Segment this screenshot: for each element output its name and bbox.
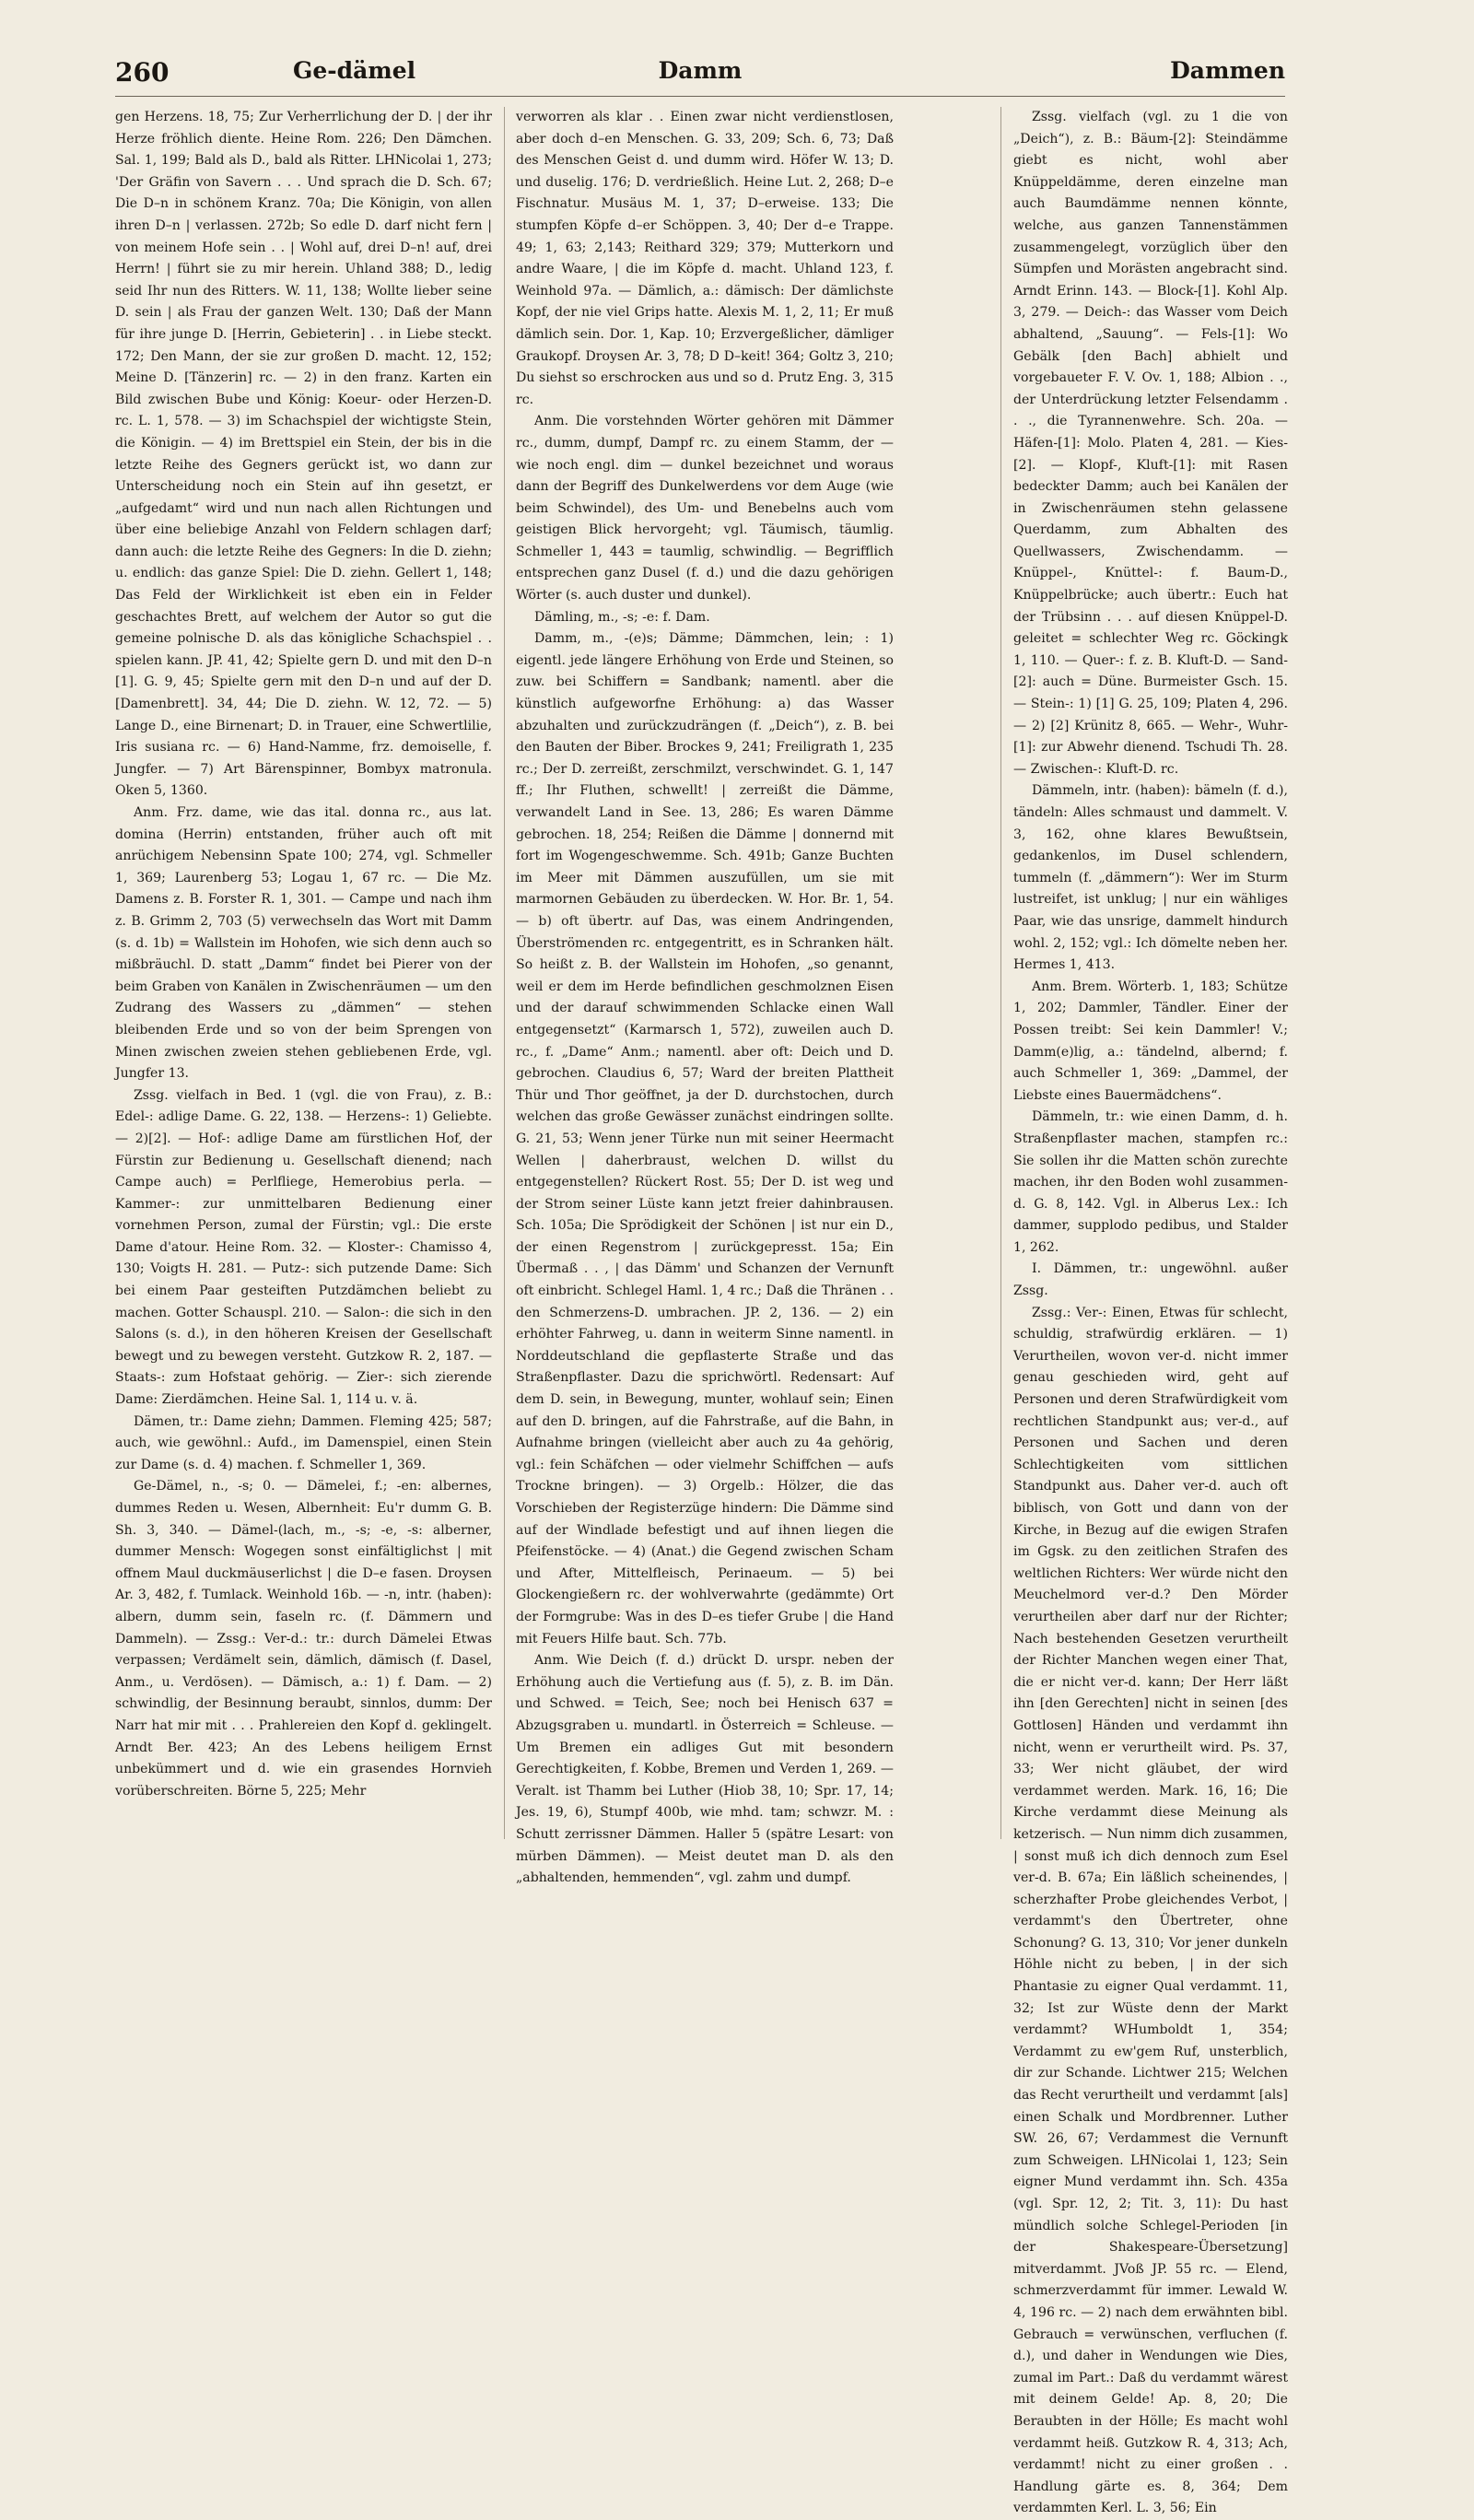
paragraph: gen Herzens. 18, 75; Zur Verherrlichung der D. | der ihr Herze fröhlich diente. Heine Rom. 226; Den Dämchen. Sal. 1, 199; Bald als D., bald als Ritter. LHNicolai 1, 273; 'Der Gräfin von Savern . . . Und sprach die D. Sch. 67; Die D–n in schönem Kranz. 70a; Die Königin, von allen ihren D–n | verlassen. 272b; So edle D. darf nicht fern | von meinem Hofe sein . . | Wohl auf, drei D–n! auf, drei Herrn! | führt sie zu mir herein. Uhland 388; D., ledig seid Ihr nun des Ritters. W. 11, 138; Wollte lieber seine D. sein | als Frau der ganzen Welt. 130; Daß der Mann für ihre junge D. [Herrin, Gebieterin] . . in Liebe steckt. 172; Den Mann, der sie zur großen D. macht. 12, 152; Meine D. [Tänzerin] rc. — 2) in den franz. Karten ein Bild zwischen Bube und König: Koeur- oder Herzen-D. rc. L. 1, 578. — 3) im Schachspiel der wichtigste Stein, die Königin. — 4) im Brettspiel ein Stein, der bis in die letzte Reihe des Gegners gerückt ist, wo dann zur Unterscheidung noch ein Stein auf ihn gesetzt, er „aufgedamt“ wird und nun nach allen Richtungen und über eine beliebige Anzahl von Feldern schlagen darf; dann auch: die letzte Reihe des Gegners: In die D. ziehn; u. endlich: das ganze Spiel: Die D. ziehn. Gellert 1, 148; Das Feld der Wirklichkeit ist eben ein in Felder geschachtes Brett, auf welchem der Autor so gut die gemeine polnische D. als das königliche Schachspiel . . spielen kann. JP. 41, 42; Spielte gern D. und mit den D–n [1]. G. 9, 45; Spielte gern mit den D–n und auf der D. [Damenbrett]. 34, 44; Die D. ziehn. W. 12, 72. — 5) Lange D., eine Birnenart; D. in Trauer, eine Schwertlilie, Iris susiana rc. — 6) Hand-Namme, frz. demoiselle, f. Jungfer. — 7) Art Bärenspinner, Bombyx matronula. Oken 5, 1360. (115, 110, 492, 799)
paragraph: Dämmeln, tr.: wie einen Damm, d. h. Straßenpflaster machen, stampfen rc.: Sie sollen ihr die Matten schön zurechte machen, ihr den Boden wohl zusammen-d. G. 8, 142. Vgl. in Alberus Lex.: Ich dammer, supplodo pedibus, und Stalder 1, 262. (1013, 1109, 1288, 1255)
paragraph: Anm. Wie Deich (f. d.) drückt D. urspr. neben der Erhöhung auch die Vertiefung aus (f. 5), z. B. im Dän. und Schwed. = Teich, See; noch bei Henisch 637 = Abzugsgraben u. mundartl. in Österreich = Schleuse. — Um Bremen ein adliges Gut mit besondern Gerechtigkeiten, f. Kobbe, Bremen und Verden 1, 269. — Veralt. ist Thamm bei Luther (Hiob 38, 10; Spr. 17, 14; Jes. 19, 6), Stumpf 400b, wie mhd. tam; schwzr. M. : Schutt zerrissner Dämmen. Haller 5 (spätre Lesart: von mürben Dämmen). — Meist deutet man D. als den „abhaltenden, hemmenden“, vgl. zahm und dumpf. (516, 1653, 894, 1886)
paragraph: Anm. Brem. Wörterb. 1, 183; Schütze 1, 202; Dammler, Tändler. Einer der Possen treibt: Sei kein Dammler! V.; Damm(e)lig, a.: tändelnd, albernd; f. auch Schmeller 1, 369: „Dammel, der Liebste eines Bauermädchens“. (1013, 979, 1288, 1103)
header-center-catchword: Damm (658, 57, 743, 84)
header-right-catchword: Dammen (1170, 57, 1285, 84)
header-left-catchword: Ge-dämel (293, 57, 416, 84)
paragraph: Dämmeln, intr. (haben): bämeln (f. d.), tändeln: Alles schmaust und dammelt. V. 3, 162, ohne klares Bewußtsein, gedankenlos, im Dusel schlendern, tummeln (f. „dämmern“): Wer im Sturm lustreifet, ist unklug; | nur ein wähliges Paar, wie das unsrige, dammelt hindurch wohl. 2, 152; vgl.: Ich dömelte neben her. Hermes 1, 413. (1013, 783, 1288, 973)
paragraph: Zssg. vielfach (vgl. zu 1 die von „Deich“), z. B.: Bäum-[2]: Steindämme giebt es nicht, wohl aber Knüppeldämme, deren einzelne man auch Baumdämme nennen könnte, welche, aus ganzen Tannenstämmen zusammengelegt, vorzüglich über den Sümpfen und Morästen angebracht sind. Arndt Erinn. 143. — Block-[1]. Kohl Alp. 3, 279. — Deich-: das Wasser vom Deich abhaltend, „Sauung“. — Fels-[1]: Wo Gebälk [den Bach] abhielt und vorgebaueter F. V. Ov. 1, 188; Albion . ., der Unterdrückung letzter Felsendamm . . ., die Tyrannenwehre. Sch. 20a. — Häfen-[1]: Molo. Platen 4, 281. — Kies-[2]. — Klopf-, Kluft-[1]: mit Rasen bedeckter Damm; auch bei Kanälen der in Zwischenräumen stehn gelassene Querdamm, zum Abhalten des Quellwassers, Zwischendamm. — Knüppel-, Knüttel-: f. Baum-D., Knüppelbrücke; auch übertr.: Euch hat der Trübsinn . . . auf diesen Knüppel-D. geleitet = schlechter Weg rc. Göckingk 1, 110. — Quer-: f. z. B. Kluft-D. — Sand-[2]: auch = Düne. Burmeister Gsch. 15. — Stein-: 1) [1] G. 25, 109; Platen 4, 296. — 2) [2] Krünitz 8, 665. — Wehr-, Wuhr-[1]: zur Abwehr dienend. Tschudi Th. 28. — Zwischen-: Kluft-D. rc. (1013, 110, 1288, 777)
running-header (115, 57, 1285, 92)
column-divider (1000, 107, 1001, 1839)
paragraph: verworren als klar . . Einen zwar nicht verdienstlosen, aber doch d–en Menschen. G. 33, 209; Sch. 6, 73; Daß des Menschen Geist d. und dumm wird. Höfer W. 13; D. und duselig. 176; D. verdrießlich. Heine Lut. 2, 268; D–e Fischnatur. Musäus M. 1, 37; D–erweise. 133; Die stumpfen Köpfe d–er Schöppen. 3, 40; Der d–e Trappe. 49; 1, 63; 2,143; Reithard 329; 379; Mutterkorn und andre Waare, | die im Köpfe d. macht. Uhland 123, f. Weinhold 97a. — Dämlich, a.: dämisch: Der dämlichste Kopf, der nie viel Grips hatte. Alexis M. 1, 2, 11; Er muß dämlich sein. Dor. 1, Kap. 10; Erzvergeßlicher, dämliger Graukopf. Droysen Ar. 3, 78; D D–keit! 364; Goltz 3, 210; Du siehst so erschrocken aus und so d. Prutz Eng. 3, 315 rc. (516, 110, 894, 407)
paragraph: I. Dämmen, tr.: ungewöhnl. außer Zssg. (1013, 1261, 1288, 1299)
paragraph: Zssg.: Ver-: Einen, Etwas für schlecht, schuldig, strafwürdig erklären. — 1) Verurtheilen, wovon ver-d. nicht immer genau geschieden wird, geht auf Personen und deren Strafwürdigkeit vom rechtlichen Standpunkt aus; ver-d., auf Personen und Sachen und deren Schlechtigkeiten vom sittlichen Standpunkt aus. Daher ver-d. auch oft biblisch, von Gott und dann von der Kirche, in Bezug auf die ewigen Strafen im Ggsk. zu den zeitlichen Strafen des weltlichen Richters: Wer würde nicht den Meuchelmord ver-d.? Den Mörder verurtheilen aber darf nur der Richter; Nach bestehenden Gesetzen verurtheilt der Richter Manchen wegen einer That, die er nicht ver-d. kann; Der Herr läßt ihn [den Gerechten] nicht in seinen [des Gottlosen] Händen und verdammt ihn nicht, wenn er verurtheilt wird. Ps. 37, 33; Wer nicht gläubet, der wird verdammet werden. Mark. 16, 16; Die Kirche verdammt diese Meinung als ketzerisch. — Nun nimm dich zusammen, | sonst muß ich dich dennoch zum Esel ver-d. B. 67a; Ein läßlich scheinendes, | scherzhafter Probe gleichendes Verbot, | verdammt's den Übertreter, ohne Schonung? G. 13, 310; Vor jener dunkeln Höhle nicht zu beben, | in der sich Phantasie zu eigner Qual verdammt. 11, 32; Ist zur Wüste denn der Markt verdammt? WHumboldt 1, 354; Verdammt zu ew'gem Ruf, unsterblich, dir zur Schande. Lichtwer 215; Welchen das Recht verurtheilt und verdammt [als] einen Schalk und Mordbrenner. Luther SW. 26, 67; Verdammest die Vernunft zum Schweigen. LHNicolai 1, 123; Sein eigner Mund verdammt ihn. Sch. 435a (vgl. Spr. 12, 2; Tit. 3, 11): Du hast mündlich solche Schlegel-Perioden [in der Shakespeare-Übersetzung] mitverdammt. JVoß JP. 55 rc. — Elend, schmerzverdammt für immer. Lewald W. 4, 196 rc. — 2) nach dem erwähnten bibl. Gebrauch = verwünschen, verfluchen (f. d.), und daher in Wendungen wie Dies, zumal im Part.: Daß du verdammt wärest mit deinem Gelde! Ap. 8, 20; Die Beraubten in der Hölle; Es macht wohl verdammt heiß. Gutzkow R. 4, 313; Ach, verdammt! nicht zu einer großen . . Handlung gärte es. 8, 364; Dem verdammten Kerl. L. 3, 56; Ein (1013, 1305, 1288, 2516)
text-column-2 (516, 107, 894, 1886)
paragraph: Anm. Die vorstehnden Wörter gehören mit Dämmer rc., dumm, dumpf, Dampf rc. zu einem Stamm, der — wie noch engl. dim — dunkel bezeichnet und woraus dann der Begriff des Dunkelwerdens vor dem Auge (wie beim Schwindel), des Um- und Benebelns auch vom geistigen Blick hervorgeht; vgl. Täumisch, täumlig. Schmeller 1, 443 = taumlig, schwindlig. — Begrifflich entsprechen ganz Dusel (f. d.) und die dazu gehörigen Wörter (s. auch duster und dunkel). (516, 414, 894, 604)
page-number: 260 (115, 57, 170, 88)
paragraph: Dämling, m., -s; -e: f. Dam. (534, 609, 710, 625)
paragraph: Ge-Dämel, n., -s; 0. — Dämelei, f.; -en: albernes, dummes Reden u. Wesen, Albernheit: Eu'r dumm G. B. Sh. 3, 340. — Dämel-(lach, m., -s; -e, -s: alberner, dummer Mensch: Wogegen sonst einfältiglichst | mit offnem Maul duckmäuserlichst | die D–e fasen. Droysen Ar. 3, 482, f. Tumlack. Weinhold 16b. — -n, intr. (haben): albern, dumm sein, faseln rc. (f. Dämmern und Dammeln). — Zssg.: Ver-d.: tr.: durch Dämelei Etwas verpassen; Verdämelt sein, dämlich, dämisch (f. Dasel, Anm., u. Verdösen). — Dämisch, a.: 1) f. Dam. — 2) schwindlig, der Besinnung beraubt, sinnlos, dumm: Der Narr hat mir mit . . . Prahlereien den Kopf d. geklingelt. Arndt Ber. 423; An des Lebens heiligem Ernst unbekümmert und d. wie ein grasendes Hornvieh vorüberschreiten. Börne 5, 225; Mehr (115, 1479, 492, 1799)
paragraph: Zssg. vielfach in Bed. 1 (vgl. die von Frau), z. B.: Edel-: adlige Dame. G. 22, 138. — Herzens-: 1) Geliebte. — 2)[2]. — Hof-: adlige Dame am fürstlichen Hof, der Fürstin zur Bedienung u. Gesellschaft dienend; nach Campe auch) = Perlfliege, Hemerobius perla. — Kammer-: zur unmittelbaren Bedienung einer vornehmen Person, zumal der Fürstin; vgl.: Die erste Dame d'atour. Heine Rom. 32. — Kloster-: Chamisso 4, 130; Voigts H. 281. — Putz-: sich putzende Dame: Sich bei einem Paar gesteiften Putzdämchen beliebt zu machen. Gotter Schauspl. 210. — Salon-: die sich in den Salons (s. d.), in den höheren Kreisen der Gesellschaft bewegt und zu bewegen versteht. Gutzkow R. 2, 187. — Staats-: zum Hofstaat gehörig. — Zier-: sich zierende Dame: Zierdämchen. Heine Sal. 1, 114 u. v. ä. (115, 1087, 492, 1408)
header-rule (115, 96, 1285, 97)
paragraph: Dämen, tr.: Dame ziehn; Dammen. Fleming 425; 587; auch, wie gewöhnl.: Aufd., im Damenspiel, einen Stein zur Dame (s. d. 4) machen. f. Schmeller 1, 369. (115, 1413, 492, 1472)
column-divider (504, 107, 505, 1839)
paragraph: Anm. Frz. dame, wie das ital. donna rc., aus lat. domina (Herrin) entstanden, früher auch oft mit anrüchigem Nebensinn Spate 100; 274, vgl. Schmeller 1, 369; Laurenberg 53; Logau 1, 67 rc. — Die Mz. Damens z. B. Forster R. 1, 301. — Campe und nach ihm z. B. Grimm 2, 703 (5) verwechseln das Wort mit Damm (s. d. 1b) = Wallstein im Hohofen, wie sich denn auch so mißbräuchl. D. statt „Damm“ findet bei Pierer von der beim Graben von Kanälen in Zwischenräumen — um den Zudrang des Wassers zu „dämmen“ — stehen bleibenden Erde und so von der beim Sprengen von Minen zwischen zweien stehen gebliebenen Erde, vgl. Jungfer 13. (115, 805, 492, 1082)
text-column-3 (1013, 107, 1288, 2516)
paragraph: Damm, m., -(e)s; Dämme; Dämmchen, lein; : 1) eigentl. jede längere Erhöhung von Erde und Steinen, so zuw. bei Schiffern = Sandbank; namentl. aber die künstlich aufgeworfne Erhöhung: a) das Wasser abzuhalten und zurückzudrängen (f. „Deich“), z. B. bei den Bauten der Biber. Brockes 9, 241; Freiligrath 1, 235 rc.; Der D. zerreißt, zerschmilzt, verschwindet. G. 1, 147 ff.; Ihr Fluthen, schwellt! | zerreißt die Dämme, verwandelt Land in See. 13, 286; Es waren Dämme gebrochen. 18, 254; Reißen die Dämme | donnernd mit fort im Wogengeschwemme. Sch. 491b; Ganze Buchten im Meer mit Dämmen auszufüllen, um sie mit marmornen Gebäuden zu überdecken. W. Hor. Br. 1, 54. — b) oft übertr. auf Das, was einem Andringenden, Überströmenden rc. entgegentritt, es in Schranken hält. So heißt z. B. der Wallstein im Hohofen, „so genannt, weil er dem im Herde befindlichen geschmolznen Eisen und der darauf schwimmenden Schlacke einen Wall entgegensetzt“ (Karmarsch 1, 572), zuweilen auch D. rc., f. „Dame“ Anm.; namentl. aber oft: Deich und D. gebrochen. Claudius 6, 57; Ward der breiten Plattheit Thür und Thor geöffnet, ja der D. durchstochen, durch welchen das große Gewässer zunächst eindringen sollte. G. 21, 53; Wenn jener Türke nun mit seiner Heermacht Wellen | daherbraust, welchen D. willst du entgegenstellen? Rückert Rost. 55; Der D. ist weg und der Strom seiner Lüste kann jetzt freier dahinbrausen. Sch. 105a; Die Sprödigkeit der Schönen | ist nur ein D., der einen Regenstrom | zurückgepresst. 15a; Ein Übermaß . . , | das Dämm' und Schanzen der Vernunft oft einbricht. Schlegel Haml. 1, 4 rc.; Daß die Thränen . . den Schmerzens-D. umbrachen. JP. 2, 136. — 2) ein erhöhter Fahrweg, u. dann in weiterm Sinne namentl. in Norddeutschland die gepflasterte Straße und das Straßenpflaster. Dazu die sprichwörtl. Redensart: Auf dem D. sein, in Bewegung, munter, wohlauf sein; Einen auf den D. bringen, auf die Fahrstraße, auf die Bahn, in Aufnahme bringen (vielleicht aber auch zu 4a gehörig, vgl.: fein Schäfchen — oder vielmehr Schiffchen — aufs Trockne bringen). — 3) Orgelb.: Hölzer, die das Vorschieben der Registerzüge hindern: Die Dämme sind auf der Windlade befestigt und auf ihnen liegen die Pfeifenstöcke. — 4) (Anat.) die Gegend zwischen Scham und After, Mittelfleisch, Perinaeum. — 5) bei Glockengießern rc. der wohlverwahrte (gedämmte) Ort der Formgrube: Was in des D–es tiefer Grube | die Hand mit Feuers Hilfe baut. Sch. 77b. (516, 631, 894, 1647)
text-column-1 (115, 107, 492, 1839)
